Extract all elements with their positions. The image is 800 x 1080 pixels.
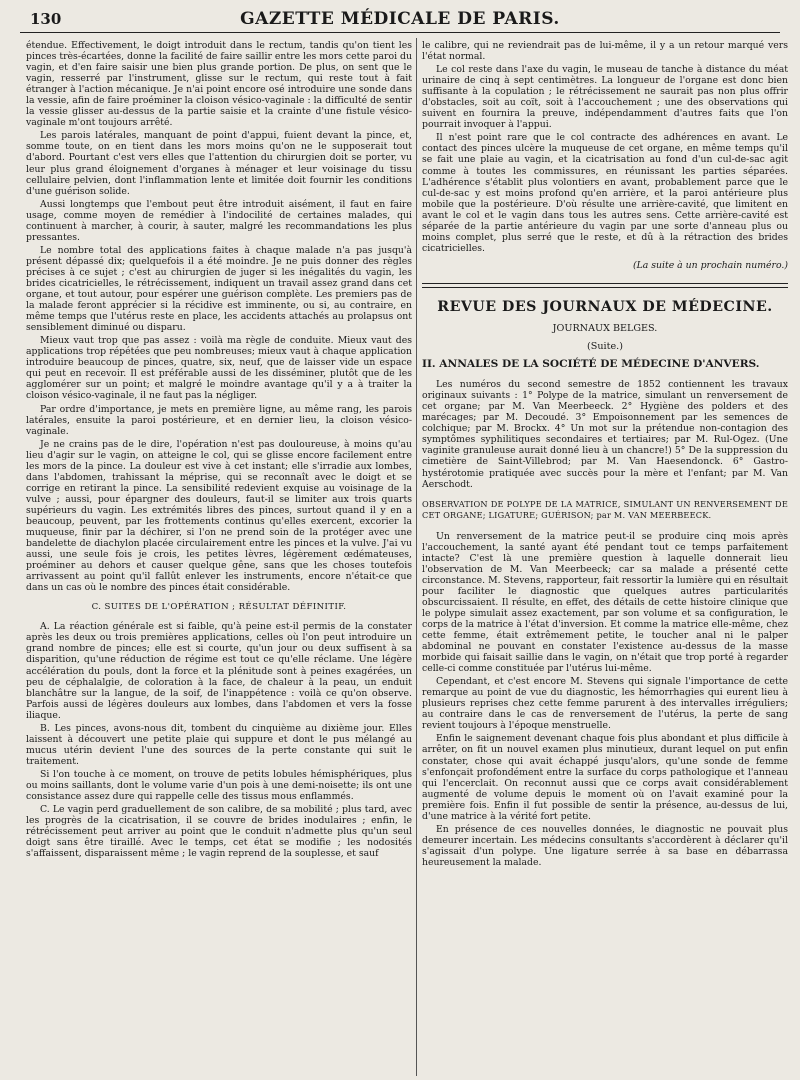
paragraph: le calibre, qui ne reviendrait pas de lui-même, il y a un retour marqué vers l'état normal. <box>422 40 788 63</box>
paragraph: A. La réaction générale est si faible, qu'à peine est-il permis de la constater après les deux ou trois premières applications, celles où l'on peut introduire un grand nombre de pinces; elle est si courte, qu'un jour ou deux suffisent à sa disparition, qu'une réduction de régime est tout ce qu'elle réclame. Une légère accélération du pouls, dont la force et la plénitude sont à peines exagérées, un peu de céphalalgie, de coloration à la face, de chaleur à la peau, un enduit blanchâtre sur la langue, de la soif, de l'inappétence : voilà ce qu'on observe. Parfois aussi de légères douleurs aux lombes, dans l'abdomen et vers la fosse iliaque. <box>26 621 412 721</box>
section-separator-rule <box>422 283 788 288</box>
paragraph: Je ne crains pas de le dire, l'opération n'est pas douloureuse, à moins qu'au lieu d'agir sur le vagin, on atteigne le col, qui se glisse encore facilement entre les mors de la pince. La douleur est vive à cet instant; elle s'irradie aux lombes, dans l'abdomen, trahissant la méprise, qui se reconnaît avec le doigt et se corrige en retirant la pince. La sensibilité redevient exquise au voisinage de la vulve ; aussi, pour épargner des douleurs, faut-il se limiter aux trois quarts supérieurs du vagin. Les extrémités libres des pinces, surtout quand il y en a beaucoup, peuvent, par les frottements continus qu'elles exercent, excorier la muqueuse, finir par la déchirer, si l'on ne prend soin de la protéger avec une bandelette de diachylon placée circulairement entre les pinces et la vulve. J'ai vu aussi, une seule fois je crois, les petites lèvres, légèrement œdémateuses, proéminer au dehors et causer quelque gêne, sans que les choses toutefois arrivassent au point qu'il fallût enlever les instruments, encore n'était-ce que dans un cas où le nombre des pinces était considérable. <box>26 438 412 594</box>
paragraph: Le col reste dans l'axe du vagin, le museau de tanche à distance du méat urinaire de cinq à sept centimètres. La longueur de l'organe est donc bien suffisante à la copulation ; le rétrécissement ne saurait pas non plus offrir d'obstacles, soit au coït, soit à l'accouchement ; une des observations qui suivent en fournira la preuve, indépendamment d'autres faits que l'on pourrait invoquer à l'appui. <box>422 64 788 131</box>
paragraph: Aussi longtemps que l'embout peut être introduit aisément, il faut en faire usage, comme moyen de remédier à l'indocilité de certaines malades, qui continuent à marcher, à courir, à sauter, malgré les recommandations les plus pressantes. <box>26 198 412 243</box>
observation-title: OBSERVATION DE POLYPE DE LA MATRICE, SIMULANT UN RENVERSEMENT DE CET ORGANE; LIGATURE; GUÉRISON; par M. VAN MEERBEECK. <box>422 498 788 520</box>
left-column <box>26 40 412 861</box>
paragraph: Les parois latérales, manquant de point d'appui, fuient devant la pince, et, somme toute, on en tient dans les mors moins qu'on ne le supposerait tout d'abord. Pourtant c'est vers elles que l'attention du chirurgien doit se porter, vu leur plus grand éloignement d'organes à ménager et leur voisinage du tissu cellulaire pelvien, dont l'inflammation lente et limitée doit fournir les conditions d'une guérison solide. <box>26 130 412 197</box>
paragraph: Si l'on touche à ce moment, on trouve de petits lobules hémisphériques, plus ou moins saillants, dont le volume varie d'un pois à une demi-noisette; ils ont une consistance assez dure qui rappelle celle des tissus mous enflammés. <box>26 768 412 803</box>
page-header <box>20 6 780 33</box>
suite-label: (Suite.) <box>587 341 623 353</box>
annales-section-title: II. ANNALES DE LA SOCIÉTÉ DE MÉDECINE D'ANVERS. <box>422 358 760 371</box>
revue-heading: REVUE DES JOURNAUX DE MÉDECINE. <box>437 298 773 315</box>
to-be-continued-note: (La suite à un prochain numéro.) <box>632 259 788 271</box>
paragraph: Un renversement de la matrice peut-il se produire cinq mois après l'accouchement, la santé ayant été pendant tout ce temps parfaitement intacte? C'est là une première question à laquelle donnerait lieu l'observation de M. Van Meerbeeck; car sa malade a présenté cette circonstance. M. Stevens, rapporteur, fait ressortir la lumière qui en résultait pour faciliter le diagnostic que quelques autres particularités obscurcissaient. Il résulte, en effet, des détails de cette histoire clinique que le polype simulait assez exactement, par son volume et sa configuration, le corps de la matrice à l'état d'inversion. Et comme la matrice elle-même, chez cette femme, était extrêmement petite, le toucher anal ni le palper abdominal ne pouvant en constater l'existence au-dessus de la masse morbide qui faisait saillie dans le vagin, on n'était que trop porté à regarder celle-ci comme constituée par l'utérus lui-même. <box>422 530 788 675</box>
paragraph: Le nombre total des applications faites à chaque malade n'a pas jusqu'à présent dépassé dix; quelquefois il a été moindre. Je ne puis donner des règles précises à ce sujet ; c'est au chirurgien de juger si les inégalités du vagin, les brides cicatricielles, le rétrécissement, indiquent un travail assez grand dans cet organe, et tout autour, pour espérer une guérison complète. Les premiers pas de la malade feront apprécier si la récidive est imminente, ou si, au contraire, en même temps que l'utérus reste en place, les accidents attachés au prolapsus ont sensiblement diminué ou disparu. <box>26 244 412 334</box>
paragraph: Enfin le saignement devenant chaque fois plus abondant et plus difficile à arrêter, on fit un nouvel examen plus minutieux, durant lequel on put enfin constater, chose qui avait échappé jusqu'alors, qu'une sonde de femme s'enfonçait profondément entre la surface du corps pathologique et l'anneau qui l'encerclait. On reconnut aussi que ce corps avait considérablement augmenté de volume depuis le moment où on l'avait examiné pour la première fois. Enfin il fut possible de sentir la présence, au-dessus de lui, d'une matrice à la vérité fort petite. <box>422 733 788 822</box>
paragraph: Mieux vaut trop que pas assez : voilà ma règle de conduite. Mieux vaut des applications trop répétées que peu nombreuses; mieux vaut à chaque application introduire beaucoup de pinces, quatre, six, neuf, que de laisser vide un espace qui peut en recevoir. Il est préférable aussi de les disséminer, plutôt que de les agglomérer sur un point; et malgré le moindre avantage qu'il y a à traiter la cloison vésico-vaginale, il ne faut pas la négliger. <box>26 335 412 402</box>
paragraph: Par ordre d'importance, je mets en première ligne, au même rang, les parois latérales, ensuite la paroi postérieure, et en dernier lieu, la cloison vésico-vaginale. <box>26 403 412 437</box>
journaux-subheading: JOURNAUX BELGES. <box>552 322 658 334</box>
paragraph: étendue. Effectivement, le doigt introduit dans le rectum, tandis qu'on tient les pinces très-écartées, donne la facilité de faire saillir entre les mors cette paroi du vagin, et d'en faire saisir une bien plus grande portion. De plus, on sent que le vagin, resserré par l'instrument, glisse sur le rectum, qui reste tout à fait étranger à l'action mécanique. Je n'ai point encore osé introduire une sonde dans la vessie, afin de faire proéminer la cloison vésico-vaginale : la difficulté de sentir la vessie glisser au-dessus de la partie saisie et la crainte d'une fistule vésico-vaginale m'ont toujours arrêté. <box>26 40 412 129</box>
page-number: 130 <box>30 10 62 28</box>
paragraph: En présence de ces nouvelles données, le diagnostic ne pouvait plus demeurer incertain. Les médecins consultants s'accordèrent à déclarer qu'il s'agissait d'un polype. Une ligature serrée à sa base en débarrassa heureusement la malade. <box>422 823 788 868</box>
paragraph: C. Le vagin perd graduellement de son calibre, de sa mobilité ; plus tard, avec les progrès de la cicatrisation, il se couvre de brides inodulaires ; enfin, le rétrécissement peut arriver au point que le conduit n'admette plus qu'un seul doigt sans être tiraillé. Avec le temps, cet état se modifie ; les nodosités s'affaissent, disparaissent même ; le vagin reprend de la souplesse, et sauf <box>26 804 412 860</box>
paragraph: Cependant, et c'est encore M. Stevens qui signale l'importance de cette remarque au point de vue du diagnostic, les hémorrhagies qui eurent lieu à plusieurs reprises chez cette femme parurent à des intervalles irréguliers; au contraire dans le cas de renversement de l'utérus, la perte de sang revient toujours à l'époque menstruelle. <box>422 676 788 732</box>
section-subheading: C. SUITES DE L'OPÉRATION ; RÉSULTAT DÉFINITIF. <box>91 602 347 613</box>
column-divider <box>416 38 417 1076</box>
journal-title: GAZETTE MÉDICALE DE PARIS. <box>240 9 560 29</box>
paragraph: Les numéros du second semestre de 1852 contiennent les travaux originaux suivants : 1° Polype de la matrice, simulant un renversement de cet organe; par M. Van Meerbeeck. 2° Hygiène des polders et des marécages; par M. Decoudé. 3° Empoisonnement par les semences de colchique; par M. Brockx. 4° Un mot sur la prétendue non-contagion des symptômes syphilitiques secondaires et tertiaires; par M. Rul-Ogez. (Une vaginite granuleuse aurait donné lieu à un chancre!) 5° De la suppression du cimetière de Saint-Villebrod; par M. Van Haesendonck. 6° Gastro-hystérotomie pratiquée avec succès pour la mère et l'enfant; par M. Van Aerschodt. <box>422 379 788 490</box>
paragraph: Il n'est point rare que le col contracte des adhérences en avant. Le contact des pinces ulcère la muqueuse de cet organe, en même temps qu'il se fait une plaie au vagin, et la cicatrisation au fond d'un cul-de-sac agit comme à toutes les commissures, en réunissant les parties séparées. L'adhérence s'établit plus volontiers en avant, probablement parce que le cul-de-sac y est moins profond qu'en arrière, et la paroi antérieure plus mobile que la postérieure. D'où résulte une arrière-cavité, que limitent en avant le col et le vagin dans tous les autres sens. Cette arrière-cavité est séparée de la partie antérieure du vagin par une sorte d'anneau plus ou moins complet, plus serré que le reste, et dû à la rétraction des brides cicatricielles. <box>422 132 788 254</box>
right-column <box>422 40 788 870</box>
paragraph: B. Les pinces, avons-nous dit, tombent du cinquième au dixième jour. Elles laissent à découvert une petite plaie qui suppure et dont le pus mélangé au mucus utérin devient l'une des sources de la perte constante qui suit le traitement. <box>26 722 412 767</box>
